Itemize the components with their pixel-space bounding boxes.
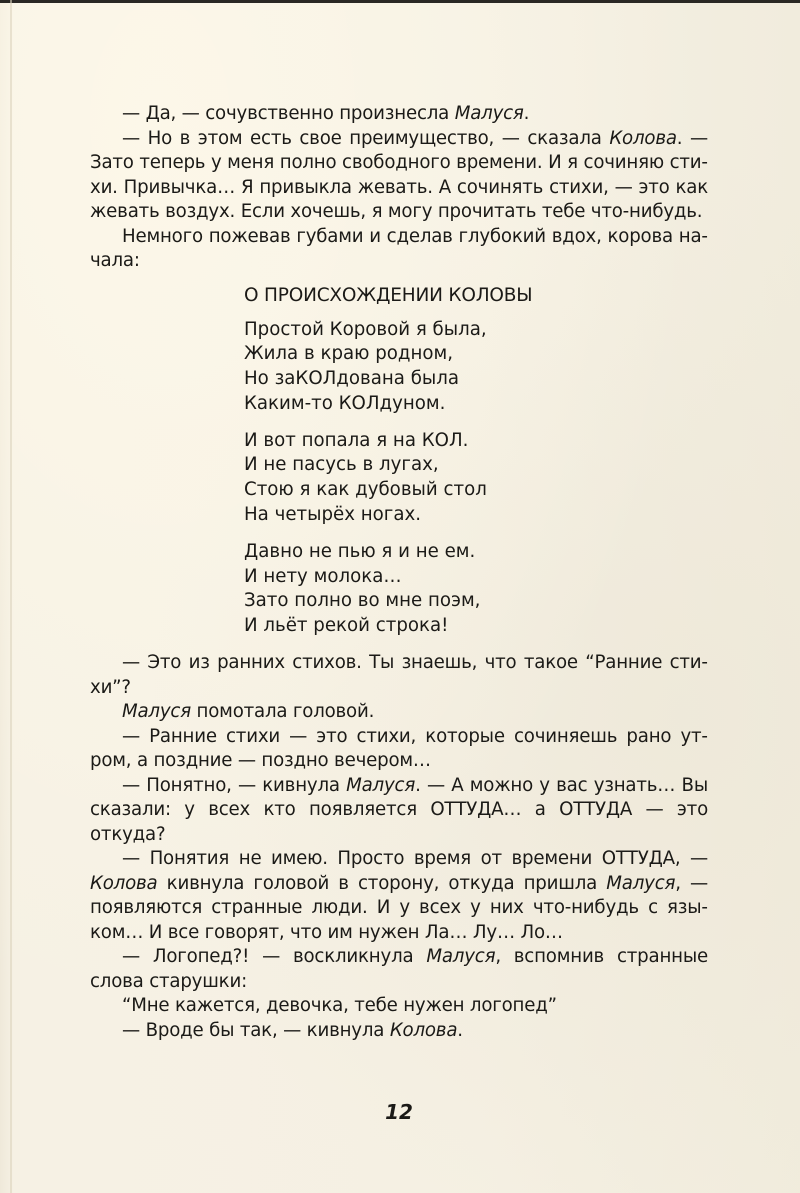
paragraph-text: .: [457, 1019, 463, 1041]
paragraph-text: — Вроде бы так, — кивнула: [122, 1019, 390, 1041]
paragraph: [90, 774, 708, 848]
poem-stanza: [244, 429, 708, 528]
poem-line: И вот попала я на КОЛ.: [244, 429, 469, 451]
poem-line: На четырёх ногах.: [244, 504, 422, 526]
paragraph-text: — Понятия не имею. Просто время от времени ОТТУДА, —: [122, 848, 708, 870]
paragraph-text: , — появляются странные люди. И у всех у них что-нибудь с языком… И все говорят, что им нужен Ла… Лу… Ло…: [90, 872, 708, 943]
poem: [244, 284, 708, 640]
poem-line: Зато полно во мне поэм,: [244, 590, 481, 612]
page-number: 12: [385, 1100, 413, 1124]
paragraph-text: — Да, — сочувственно произнесла: [122, 103, 455, 124]
character-name: Малуся: [606, 872, 676, 894]
poem-line: И льёт рекой строка!: [244, 615, 449, 637]
poem-stanzas: [244, 318, 708, 640]
paragraph-text: помотала головой.: [190, 701, 375, 723]
character-name: Малуся: [122, 701, 191, 723]
poem-line: Но заКОЛдована была: [244, 368, 460, 390]
paragraph: [90, 225, 708, 274]
paragraph-text: — Логопед?! — воскликнула: [122, 946, 427, 968]
prose-before-poem: [90, 102, 708, 274]
paragraph: [90, 945, 708, 994]
paragraph: [90, 127, 708, 225]
paragraph-text: кивнула головой в сторону, откуда пришла: [157, 872, 607, 894]
poem-stanza: [244, 318, 708, 417]
book-page: [90, 102, 708, 1043]
paragraph-text: — Ранние стихи — это стихи, которые сочиняешь рано утром, а поздние — поздно вечером…: [90, 725, 708, 772]
poem-title: О ПРОИСХОЖДЕНИИ КОЛОВЫ: [244, 284, 533, 306]
poem-stanza: [244, 540, 708, 639]
paragraph-text: . — Зато теперь у меня полно свободного времени. И я сочиняю стихи. Привычка… Я привыкла жевать. А сочинять стихи, — это как жевать воздух. Если хочешь, я могу прочитать тебе что-нибудь.: [90, 127, 708, 222]
character-name: Малуся: [346, 774, 416, 796]
poem-line: Жила в краю родном,: [244, 343, 453, 365]
poem-line: И нету молока…: [244, 565, 402, 587]
scan-top-edge: [0, 0, 800, 3]
poem-line: Давно не пью я и не ем.: [244, 540, 476, 562]
page-crease: [10, 0, 12, 1193]
paragraph: [90, 102, 708, 127]
paragraph: [90, 700, 708, 725]
character-name: Колова: [90, 872, 158, 894]
poem-line: Стою я как дубовый стол: [244, 479, 487, 501]
paragraph-text: Немного пожевав губами и сделав глубокий вдох, корова начала:: [90, 225, 708, 271]
prose-after-poem: [90, 651, 708, 1043]
paragraph: [90, 994, 708, 1019]
paragraph-text: — Понятно, — кивнула: [122, 774, 347, 796]
poem-line: Простой Коровой я была,: [244, 318, 487, 340]
character-name: Малуся: [454, 103, 524, 124]
paragraph-text: — Это из ранних стихов. Ты знаешь, что такое “Ранние стихи”?: [90, 652, 708, 698]
paragraph: [90, 847, 708, 945]
paragraph: [90, 725, 708, 774]
poem-line: И не пасусь в лугах,: [244, 454, 439, 476]
character-name: Колова: [389, 1019, 458, 1041]
character-name: Колова: [609, 127, 677, 149]
poem-line: Каким-то КОЛдуном.: [244, 392, 446, 414]
paragraph-text: — Но в этом есть свое преимущество, — сказала: [122, 127, 610, 149]
paragraph-text: .: [523, 103, 530, 124]
paragraph-text: . — А можно у вас узнать… Вы сказали: у всех кто появляется ОТТУДА… а ОТТУДА — это откуда?: [90, 774, 708, 845]
paragraph-text: , вспомнив странные слова старушки:: [90, 946, 708, 992]
paragraph: [90, 1019, 708, 1044]
character-name: Малуся: [426, 946, 496, 968]
paragraph-text: “Мне кажется, девочка, тебе нужен логопед”: [122, 995, 557, 1017]
paragraph: [90, 651, 708, 700]
